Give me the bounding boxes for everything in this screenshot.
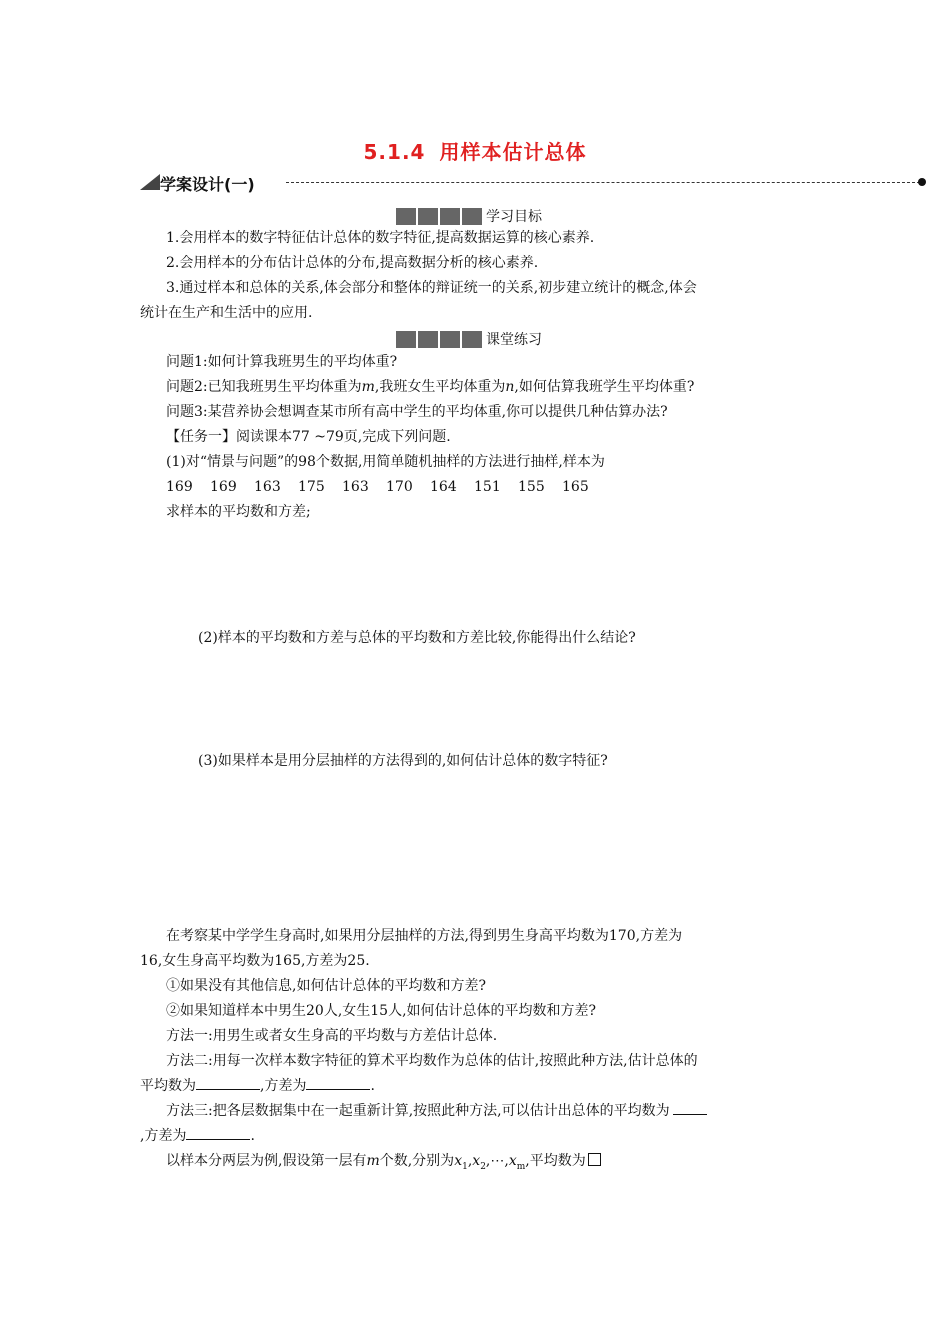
last-line: 以样本分两层为例,假设第一层有m个数,分别为$x_1,x_2,\cdots,x_m$,平均数为 xyxy=(166,1152,601,1176)
practice-tag-label: 课堂练习 xyxy=(486,331,542,348)
page-title xyxy=(0,136,950,165)
sample-value: 164 xyxy=(430,479,457,495)
example-line-2: 16,女生身高平均数为165,方差为25. xyxy=(140,953,370,969)
goal-3-cont: 统计在生产和生活中的应用. xyxy=(140,305,313,321)
sample-value: 163 xyxy=(342,479,369,495)
task-1-part-1: (1)对“情景与问题”的98个数据,用简单随机抽样的方法进行抽样,样本为 xyxy=(166,454,605,470)
answer-blank xyxy=(673,1102,707,1115)
goals-tag-label: 学习目标 xyxy=(486,208,542,225)
sample-value: 170 xyxy=(386,479,413,495)
var-n: n xyxy=(505,379,515,395)
task-1-part-1-prompt: 求样本的平均数和方差; xyxy=(166,504,311,520)
method-2-line-1: 方法二:用每一次样本数字特征的算术平均数作为总体的估计,按照此种方法,估计总体的 xyxy=(166,1053,698,1069)
goal-3: 3.通过样本和总体的关系,体会部分和整体的辩证统一的关系,初步建立统计的概念,体会 xyxy=(166,280,697,296)
answer-blank xyxy=(196,1077,260,1090)
answer-blank xyxy=(306,1077,370,1090)
example-question-b: ②如果知道样本中男生20人,女生15人,如何估计总体的平均数和方差? xyxy=(166,1003,597,1019)
sample-value: 165 xyxy=(562,479,589,495)
dashed-divider xyxy=(286,182,920,183)
sample-value: 175 xyxy=(298,479,325,495)
sample-value: 151 xyxy=(474,479,501,495)
sample-value: 163 xyxy=(254,479,281,495)
method-1: 方法一:用男生或者女生身高的平均数与方差估计总体. xyxy=(166,1028,498,1044)
bar-block-icon xyxy=(396,329,484,348)
answer-blank xyxy=(186,1127,250,1140)
question-2: 问题2:已知我班男生平均体重为m,我班女生平均体重为n,如何估算我班学生平均体重? xyxy=(166,379,695,395)
sample-values xyxy=(166,478,589,496)
section-header-label: 学案设计(一) xyxy=(160,175,255,194)
task-1: 【任务一】阅读课本77 ~79页,完成下列问题. xyxy=(166,429,451,445)
title-number: 5.1.4 xyxy=(363,140,426,164)
sample-value: 169 xyxy=(166,479,193,495)
sample-value: 155 xyxy=(518,479,545,495)
example-question-a: ①如果没有其他信息,如何估计总体的平均数和方差? xyxy=(166,978,486,994)
goals-tag xyxy=(396,205,542,223)
method-3-line-1: 方法三:把各层数据集中在一起重新计算,按照此种方法,可以估计出总体的平均数为 xyxy=(166,1102,707,1120)
question-3: 问题3:某营养协会想调查某市所有高中学生的平均体重,你可以提供几种估算办法? xyxy=(166,404,668,420)
dot-icon xyxy=(918,178,926,186)
title-text: 用样本估计总体 xyxy=(439,140,587,164)
task-1-part-3: (3)如果样本是用分层抽样的方法得到的,如何估计总体的数字特征? xyxy=(198,753,608,769)
method-2-line-2: 平均数为 ,方差为 . xyxy=(140,1078,375,1094)
practice-tag xyxy=(396,328,542,346)
example-line-1: 在考察某中学学生身高时,如果用分层抽样的方法,得到男生身高平均数为170,方差为 xyxy=(166,928,683,944)
question-1: 问题1:如何计算我班男生的平均体重? xyxy=(166,354,398,370)
triangle-icon xyxy=(140,174,160,190)
checkbox-icon xyxy=(588,1153,601,1166)
task-1-part-2: (2)样本的平均数和方差与总体的平均数和方差比较,你能得出什么结论? xyxy=(198,630,636,646)
bar-block-icon xyxy=(396,206,484,225)
goal-1: 1.会用样本的数字特征估计总体的数字特征,提高数据运算的核心素养. xyxy=(166,230,595,246)
sample-value: 169 xyxy=(210,479,237,495)
section-header xyxy=(140,172,926,196)
method-3-line-2: ,方差为 . xyxy=(140,1128,255,1144)
var-m: m xyxy=(361,379,375,395)
goal-2: 2.会用样本的分布估计总体的分布,提高数据分析的核心素养. xyxy=(166,255,539,271)
